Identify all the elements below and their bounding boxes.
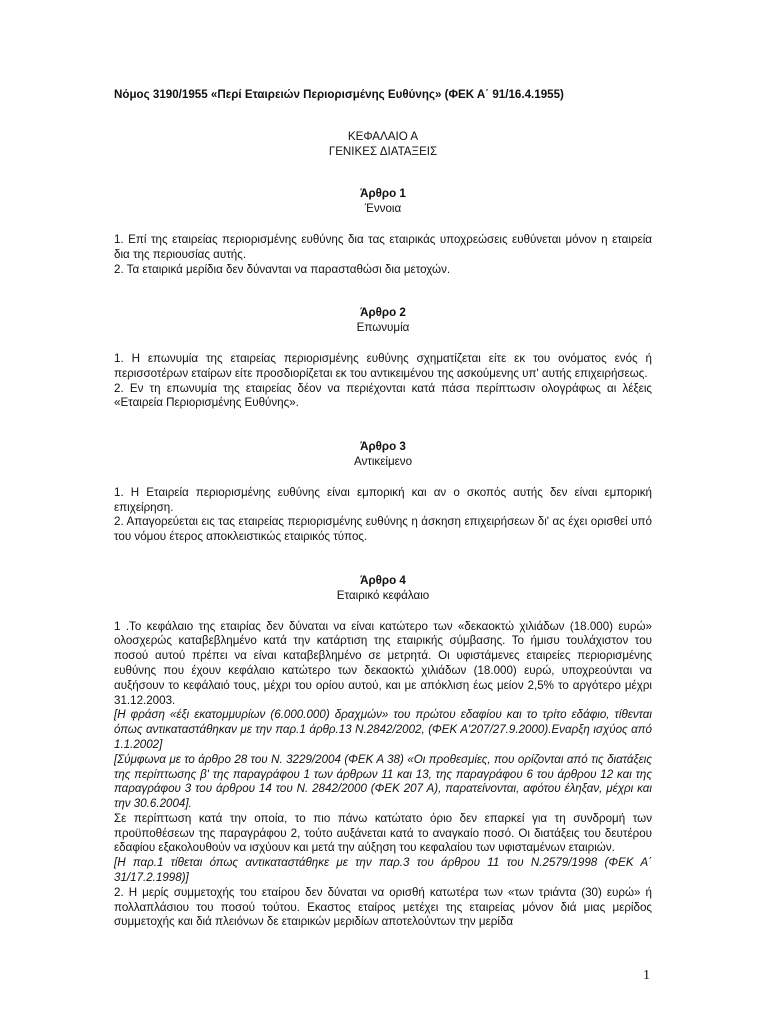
article-paragraph: 1. Η Εταιρεία περιορισμένης ευθύνης είναι εμπορική και αν ο σκοπός αυτής δεν είναι εμπορική επιχείρηση. bbox=[114, 485, 652, 514]
article-paragraph: 2. Η μερίς συμμετοχής του εταίρου δεν δύναται να ορισθή κατωτέρα των «των τριάντα (30) ευρώ» ή πολλαπλάσιου του ποσού τούτου. Εκαστος εταίρος μετέχει της εταιρείας μόνον διά μιας μερίδος συμμετοχής και διά πλειόνων δε εταιρικών μεριδίων αποτελούντων την μερίδα bbox=[114, 885, 652, 929]
article-paragraph: 2. Τα εταιρικά μερίδια δεν δύνανται να παρασταθώσι δια μετοχών. bbox=[114, 262, 451, 276]
article-body bbox=[114, 620, 652, 931]
article-2 bbox=[114, 306, 652, 411]
article-note: [Η φράση «έξι εκατομμυρίων (6.000.000) δραχμών» του πρώτου εδαφίου και το τρίτο εδάφιο, τίθενται όπως αντικαταστάθηκαν με την παρ.1 άρθρ.13 Ν.2842/2002, (ΦΕΚ Α'207/27.9.2000).Εναρξη ισχύος από 1.1.2002] bbox=[114, 708, 652, 751]
article-paragraph: Σε περίπτωση κατά την οποία, το πιο πάνω κατώτατο όριο δεν επαρκεί για τη συνδρομή των προϋποθέσεων της παραγράφου 2, τούτο αυξάνεται κατά το αναγκαίο ποσό. Οι διατάξεις του δευτέρου εδαφίου εξακολουθούν να ισχύουν και μετά την αύξηση του κεφαλαίου των υφισταμένων εταιριών. bbox=[114, 811, 652, 855]
article-number: Άρθρο 3 bbox=[360, 440, 406, 454]
article-number: Άρθρο 2 bbox=[360, 306, 406, 320]
article-paragraph: 2. Απαγορεύεται εις τας εταιρείας περιορισμένης ευθύνης η άσκηση επιχειρήσεων δι' ας έχει ορισθεί υπό του νόμου έτερος αποκλειστικώς εταιρικός τύπος. bbox=[114, 515, 652, 544]
article-title: Επωνυμία bbox=[356, 321, 410, 335]
article-title: Εταιρικό κεφάλαιο bbox=[336, 588, 430, 602]
article-4 bbox=[114, 574, 652, 930]
chapter-title: ΓΕΝΙΚΕΣ ΔΙΑΤΑΞΕΙΣ bbox=[328, 144, 438, 158]
article-body bbox=[114, 486, 652, 545]
article-paragraph: 2. Εν τη επωνυμία της εταιρείας δέον να περιέχονται κατά πάσα περίπτωσιν ολογράφως αι λέξεις «Εταιρεία Περιορισμένης Ευθύνης». bbox=[114, 381, 652, 410]
article-heading bbox=[114, 440, 652, 470]
article-body bbox=[114, 352, 652, 411]
article-title: Έννοια bbox=[364, 202, 402, 216]
article-body bbox=[114, 233, 652, 277]
chapter-heading bbox=[114, 130, 652, 160]
article-heading bbox=[114, 574, 652, 604]
page-number: 1 bbox=[643, 968, 650, 983]
document-page bbox=[114, 88, 652, 959]
article-1 bbox=[114, 187, 652, 277]
article-paragraph: 1 .Το κεφάλαιο της εταιρίας δεν δύναται να είναι κατώτερο των «δεκαοκτώ χιλιάδων (18.000) ευρώ» ολοσχερώς καταβεβλημένο κατά την κατάρτιση της εταιρικής σύμβασης. Το ήμισυ τουλάχιστον του ποσού αυτού πρέπει να είναι καταβεβλημένο σε μετρητά. Οι υφιστάμενες εταιρείες περιορισμένης ευθύνης που έχουν κεφάλαιο κατώτερο των δεκαοκτώ χιλιάδων (18.000) ευρώ, υποχρεούνται να αυξήσουν το κεφάλαιό τους, μέχρι του ορίου αυτού, και με απόκλιση έως μείον 2,5% το αργότερο μέχρι 31.12.2003. bbox=[114, 619, 652, 707]
article-number: Άρθρο 1 bbox=[360, 187, 406, 201]
article-paragraph: 1. Η επωνυμία της εταιρείας περιορισμένης ευθύνης σχηματίζεται είτε εκ του ονόματος ενός ή περισσοτέρων εταίρων είτε προσδιορίζεται εκ του αντικειμένου της ασκούμενης υπ' αυτής επιχειρήσεως. bbox=[114, 351, 652, 380]
article-number: Άρθρο 4 bbox=[360, 573, 406, 587]
article-title: Αντικείμενο bbox=[353, 454, 413, 468]
law-title: Νόμος 3190/1955 «Περί Εταιρειών Περιορισμένης Ευθύνης» (ΦΕΚ Α΄ 91/16.4.1955) bbox=[114, 88, 564, 101]
chapter-label: ΚΕΦΑΛΑΙΟ Α bbox=[347, 129, 419, 143]
article-3 bbox=[114, 440, 652, 545]
article-paragraph: 1. Επί της εταιρείας περιορισμένης ευθύνης δια τας εταιρικάς υποχρεώσεις ευθύνεται μόνον η εταιρεία δια της περιουσίας αυτής. bbox=[114, 232, 652, 261]
article-heading bbox=[114, 187, 652, 217]
article-note: [Σύμφωνα με το άρθρο 28 του Ν. 3229/2004 (ΦΕΚ Α 38) «Οι προθεσμίες, που ορίζονται από τις διατάξεις της περίπτωσης β' της παραγράφου 1 των άρθρων 11 και 13, της παραγράφου 6 του άρθρου 12 και της παραγράφου 3 του άρθρου 14 του Ν. 2842/2000 (ΦΕΚ 207 Α), παρατείνονται, αφότου έληξαν, μέχρι και την 30.6.2004]. bbox=[114, 752, 652, 811]
article-note: [Η παρ.1 τίθεται όπως αντικαταστάθηκε με την παρ.3 του άρθρου 11 του Ν.2579/1998 (ΦΕΚ Α΄ 31/17.2.1998)] bbox=[114, 856, 652, 885]
article-heading bbox=[114, 306, 652, 336]
